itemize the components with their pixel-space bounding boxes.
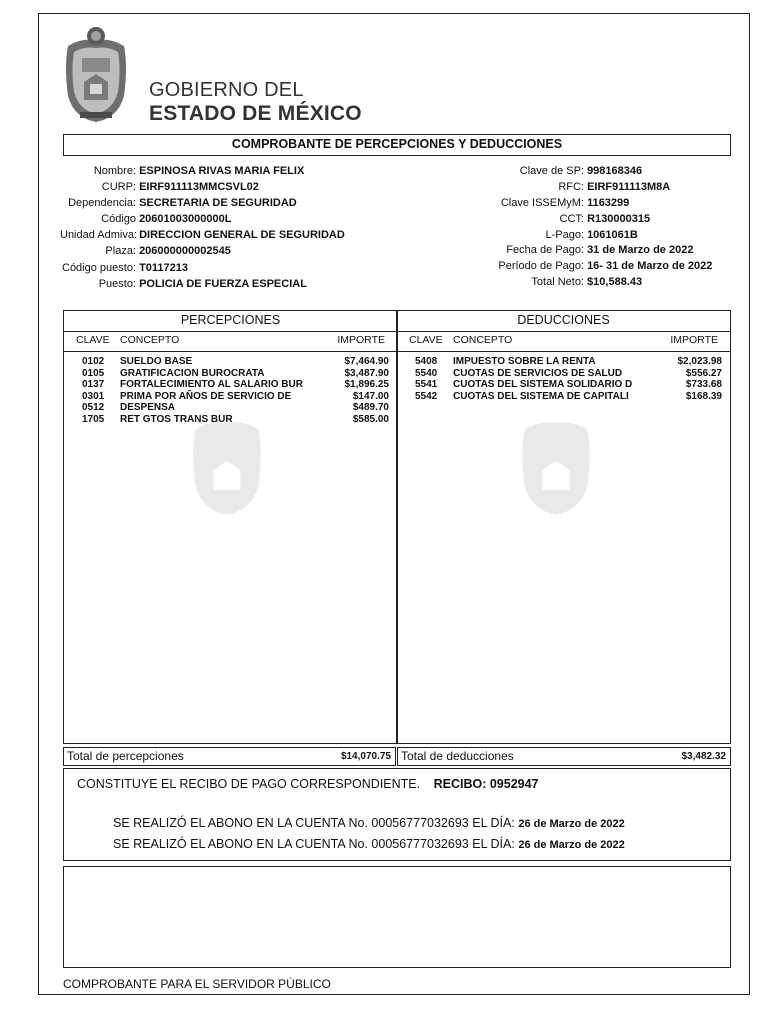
row-concepto: RET GTOS TRANS BUR [120, 413, 233, 425]
deposit-date: 26 de Marzo de 2022 [518, 839, 625, 851]
col-clave-header: CLAVE [76, 334, 110, 346]
field-value: 1163299 [587, 197, 630, 209]
deposit-day-label: EL DÍA: [472, 816, 515, 830]
table-row [397, 379, 730, 391]
receipt-number: RECIBO: 0952947 [433, 777, 539, 791]
field-value: R130000315 [587, 213, 651, 225]
field-label: Clave ISSEMyM: [500, 197, 584, 209]
employee-unidad-row [60, 228, 345, 242]
payment-lpago-row [478, 228, 638, 242]
total-deducciones-value: $3,482.32 [681, 751, 726, 762]
payment-rfc-row [478, 180, 670, 194]
table-row [397, 356, 730, 368]
total-percepciones-row [63, 747, 396, 766]
field-label: Código puesto: [62, 262, 136, 274]
field-label: Dependencia: [68, 197, 136, 209]
table-row [64, 391, 397, 403]
field-label: Clave de SP: [519, 165, 584, 177]
col-importe-header: IMPORTE [337, 334, 385, 346]
table-row [397, 368, 730, 380]
row-clave: 5408 [415, 356, 438, 367]
row-concepto: FORTALECIMIENTO AL SALARIO BUR [120, 379, 303, 390]
row-importe: $556.27 [685, 367, 722, 379]
field-label: Nombre: [93, 165, 136, 177]
col-concepto-header: CONCEPTO [453, 334, 513, 346]
deposit-text: SE REALIZÓ EL ABONO EN LA CUENTA No. 00056777032693 [113, 816, 469, 830]
payment-periodo-row [478, 259, 712, 273]
deposit-date: 26 de Marzo de 2022 [518, 818, 625, 830]
row-clave: 0137 [82, 379, 105, 390]
row-concepto: CUOTAS DE SERVICIOS DE SALUD [453, 367, 623, 379]
deposit-text: SE REALIZÓ EL ABONO EN LA CUENTA No. 00056777032693 [113, 837, 469, 851]
percepciones-title: PERCEPCIONES [64, 311, 397, 332]
field-value: EIRF911113MMCSVL02 [139, 181, 259, 193]
watermark-emblem [511, 407, 601, 517]
field-value: 998168346 [587, 165, 643, 177]
row-importe: $733.68 [685, 379, 722, 390]
row-concepto: DESPENSA [120, 402, 176, 413]
field-value: 20601003000000L [139, 213, 232, 225]
employee-plaza-row [60, 244, 231, 258]
field-label: Unidad Admiva: [60, 229, 138, 241]
payment-cct-row [478, 212, 650, 226]
total-percepciones-value: $14,070.75 [340, 751, 391, 762]
row-importe: $1,896.25 [344, 379, 389, 390]
employee-curp-row [60, 180, 259, 194]
field-value: ESPINOSA RIVAS MARIA FELIX [139, 165, 305, 177]
field-label: Período de Pago: [498, 260, 584, 272]
brand-line-2: ESTADO DE MÉXICO [149, 102, 362, 125]
row-concepto: CUOTAS DEL SISTEMA DE CAPITALI [453, 390, 629, 402]
state-coat-of-arms-logo [62, 26, 130, 124]
row-importe: $585.00 [352, 413, 389, 425]
deposit-line-1 [113, 816, 625, 830]
field-value: 206000000002545 [139, 245, 231, 257]
field-label: CURP: [101, 181, 136, 193]
row-importe: $489.70 [352, 402, 389, 413]
payment-fecha-row [478, 243, 693, 257]
col-concepto-header: CONCEPTO [120, 334, 180, 346]
deducciones-column-headers [397, 331, 730, 352]
row-concepto: SUELDO BASE [120, 356, 193, 367]
field-value: T0117213 [139, 262, 188, 274]
field-value: POLICIA DE FUERZA ESPECIAL [139, 278, 307, 290]
field-value: DIRECCION GENERAL DE SEGURIDAD [139, 229, 345, 241]
deposit-day-label: EL DÍA: [472, 837, 515, 851]
receipt-statement [77, 777, 539, 791]
row-clave: 0105 [82, 367, 105, 379]
footer-text: COMPROBANTE PARA EL SERVIDOR PÚBLICO [63, 977, 331, 991]
brand-line-1: GOBIERNO DEL [149, 79, 304, 101]
percepciones-rows [64, 356, 397, 425]
row-clave: 0102 [82, 356, 105, 367]
row-concepto: GRATIFICACION BUROCRATA [120, 367, 265, 379]
percepciones-section [63, 310, 398, 744]
deposit-line-2 [113, 837, 625, 851]
row-clave: 5542 [415, 390, 438, 402]
row-concepto: IMPUESTO SOBRE LA RENTA [453, 356, 596, 367]
employee-codigo-puesto-row [60, 261, 188, 275]
field-label: Código [101, 213, 136, 225]
table-row [64, 379, 397, 391]
payment-total-neto-row [478, 275, 642, 289]
row-concepto: PRIMA POR AÑOS DE SERVICIO DE [120, 390, 292, 402]
row-importe: $147.00 [352, 390, 389, 402]
receipt-text: CONSTITUYE EL RECIBO DE PAGO CORRESPONDIENTE. [77, 777, 421, 791]
payment-issemym-row [478, 196, 629, 210]
field-label: CCT: [559, 213, 584, 225]
field-label: Total Neto: [531, 276, 584, 288]
col-importe-header: IMPORTE [670, 334, 718, 346]
total-deducciones-row [397, 747, 731, 766]
row-importe: $7,464.90 [344, 356, 389, 367]
employee-puesto-row [60, 277, 307, 291]
field-label: Fecha de Pago: [506, 244, 584, 256]
field-value: EIRF911113M8A [587, 181, 671, 193]
field-value: 31 de Marzo de 2022 [587, 244, 694, 256]
total-deducciones-label: Total de deducciones [401, 749, 514, 763]
field-label: L-Pago: [545, 229, 584, 241]
employee-dependencia-row [60, 196, 297, 210]
document-title: COMPROBANTE DE PERCEPCIONES Y DEDUCCIONES [63, 134, 731, 156]
row-importe: $2,023.98 [677, 356, 722, 367]
percepciones-column-headers [64, 331, 397, 352]
table-row [64, 414, 397, 426]
table-row [397, 391, 730, 403]
deducciones-title: DEDUCCIONES [397, 311, 730, 332]
notes-box [63, 866, 731, 968]
table-row [64, 368, 397, 380]
field-value: 16- 31 de Marzo de 2022 [587, 260, 713, 272]
employee-name-row [60, 164, 304, 178]
row-importe: $3,487.90 [344, 367, 389, 379]
row-clave: 5540 [415, 367, 438, 379]
field-label: Plaza: [105, 245, 136, 257]
field-label: Puesto: [98, 278, 136, 290]
deducciones-section [396, 310, 731, 744]
row-clave: 0301 [82, 390, 105, 402]
deducciones-rows [397, 356, 730, 402]
payment-clave-sp-row [478, 164, 642, 178]
employee-codigo-row [60, 212, 231, 226]
total-percepciones-label: Total de percepciones [67, 749, 184, 763]
row-clave: 5541 [415, 379, 438, 390]
field-value: $10,588.43 [587, 276, 643, 288]
table-row [64, 402, 397, 414]
row-clave: 1705 [82, 413, 105, 425]
field-label: RFC: [558, 181, 584, 193]
row-concepto: CUOTAS DEL SISTEMA SOLIDARIO D [453, 379, 633, 390]
table-row [64, 356, 397, 368]
field-value: SECRETARIA DE SEGURIDAD [139, 197, 297, 209]
row-clave: 0512 [82, 402, 105, 413]
field-value: 1061061B [587, 229, 638, 241]
col-clave-header: CLAVE [409, 334, 443, 346]
row-importe: $168.39 [685, 390, 722, 402]
